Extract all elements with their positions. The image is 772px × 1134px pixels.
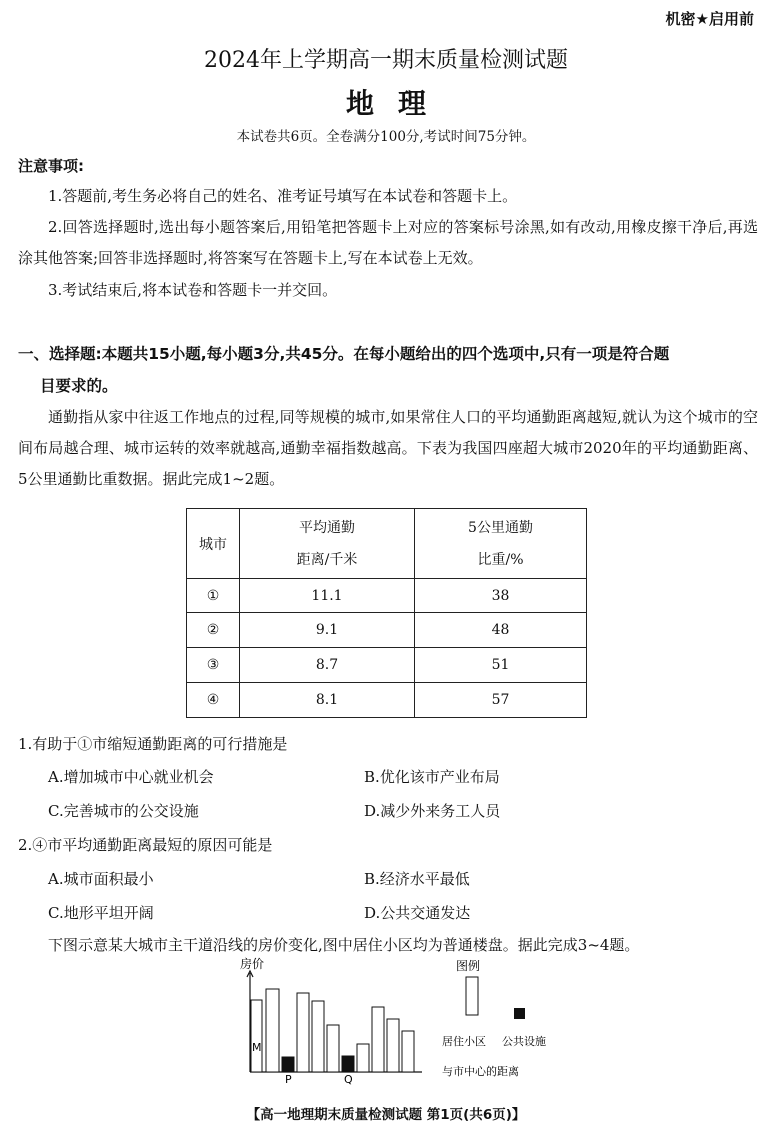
q1-option-b: B.优化该市产业布局 <box>364 768 500 786</box>
header-share-line1: 5公里通勤 <box>468 519 533 536</box>
q1-option-d: D.减少外来务工人员 <box>364 802 501 820</box>
public-facility-bar <box>282 1057 294 1072</box>
housing-price-figure <box>230 955 560 1085</box>
residential-bar <box>297 993 309 1072</box>
cell-share: 48 <box>415 613 587 648</box>
legend-residential-swatch <box>466 977 478 1015</box>
residential-bar <box>312 1001 324 1072</box>
cell-city: ① <box>187 579 240 613</box>
residential-bar <box>402 1031 414 1072</box>
notice-item-1: 1.答题前,考生务必将自己的姓名、准考证号填写在本试卷和答题卡上。 <box>48 187 518 205</box>
table-row <box>187 579 587 613</box>
q2-option-d: D.公共交通发达 <box>364 904 471 922</box>
header-share <box>415 509 587 579</box>
cell-distance: 9.1 <box>240 613 415 648</box>
section-heading <box>18 338 758 402</box>
legend-residential-label: 居住小区 <box>442 1035 486 1048</box>
passage-commute: 通勤指从家中往返工作地点的过程,同等规模的城市,如果常住人口的平均通勤距离越短,就认为这个城市的空间布局越合理、城市运转的效率就越高,通勤幸福指数越高。下表为我国四座超大城市2020年的平均通勤距离、5公里通勤比重数据。据此完成1~2题。 <box>18 408 758 488</box>
question-2-stem: 2.④市平均通勤距离最短的原因可能是 <box>18 836 273 854</box>
table-row <box>187 613 587 648</box>
subject-title: 地理 <box>345 87 450 120</box>
table-header-row <box>187 509 587 579</box>
header-share-line2: 比重/% <box>477 551 524 568</box>
table-row <box>187 683 587 718</box>
passage-housing: 下图示意某大城市主干道沿线的房价变化,图中居住小区均为普通楼盘。据此完成3~4题。 <box>48 936 640 954</box>
marker-p: P <box>285 1073 292 1085</box>
cell-distance: 11.1 <box>240 579 415 613</box>
cell-distance: 8.7 <box>240 648 415 683</box>
question-1-stem: 1.有助于①市缩短通勤距离的可行措施是 <box>18 735 288 753</box>
x-axis-label: 与市中心的距离 <box>442 1065 519 1078</box>
legend-public-swatch <box>514 1008 525 1019</box>
page-footer: 【高一地理期末质量检测试题 第1页(共6页)】 <box>246 1107 526 1123</box>
q2-option-c: C.地形平坦开阔 <box>48 904 154 922</box>
legend-public-label: 公共设施 <box>502 1035 546 1048</box>
cell-city: ③ <box>187 648 240 683</box>
header-city: 城市 <box>187 509 240 579</box>
section-heading-line1: 一、选择题:本题共15小题,每小题3分,共45分。在每小题给出的四个选项中,只有一项是符合题 <box>18 345 670 363</box>
marker-m: M <box>252 1041 262 1054</box>
notice-item-3: 3.考试结束后,将本试卷和答题卡一并交回。 <box>48 281 338 299</box>
cell-share: 38 <box>415 579 587 613</box>
public-facility-bar <box>342 1056 354 1072</box>
header-distance-line1: 平均通勤 <box>299 519 355 536</box>
table-row <box>187 648 587 683</box>
notice-item-2: 2.回答选择题时,选出每小题答案后,用铅笔把答题卡上对应的答案标号涂黑,如有改动,用橡皮擦干净后,再选涂其他答案;回答非选择题时,将答案写在答题卡上,写在本试卷上无效。 <box>18 218 758 267</box>
header-distance <box>240 509 415 579</box>
residential-bar <box>251 1000 262 1072</box>
q1-option-a: A.增加城市中心就业机会 <box>48 768 214 786</box>
residential-bar <box>372 1007 384 1072</box>
cell-share: 51 <box>415 648 587 683</box>
residential-bar <box>327 1025 339 1072</box>
q2-option-b: B.经济水平最低 <box>364 870 470 888</box>
header-distance-line2: 距离/千米 <box>296 551 358 568</box>
legend-title: 图例 <box>456 959 481 973</box>
notice-title: 注意事项: <box>18 157 84 175</box>
section-heading-line2: 目要求的。 <box>40 377 118 395</box>
cell-city: ② <box>187 613 240 648</box>
exam-title: 2024年上学期高一期末质量检测试题 <box>204 48 568 73</box>
q1-option-c: C.完善城市的公交设施 <box>48 802 199 820</box>
marker-q: Q <box>344 1073 353 1085</box>
y-axis-label: 房价 <box>240 957 265 971</box>
residential-bar <box>266 989 279 1072</box>
cell-distance: 8.1 <box>240 683 415 718</box>
commute-table <box>186 508 587 718</box>
cell-city: ④ <box>187 683 240 718</box>
cell-share: 57 <box>415 683 587 718</box>
q2-option-a: A.城市面积最小 <box>48 870 154 888</box>
residential-bar <box>357 1044 369 1072</box>
residential-bar <box>387 1019 399 1072</box>
exam-info: 本试卷共6页。全卷满分100分,考试时间75分钟。 <box>236 129 536 145</box>
confidential-label: 机密★启用前 <box>665 10 754 28</box>
